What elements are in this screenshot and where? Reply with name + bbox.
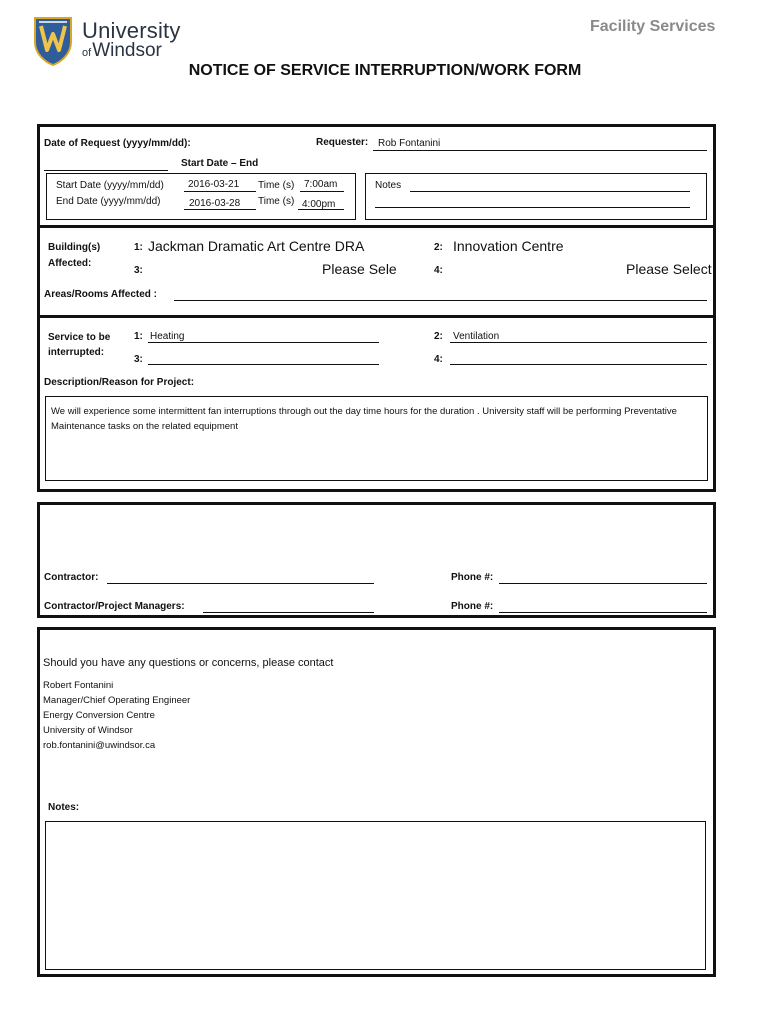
start-date-label: Start Date (yyyy/mm/dd) [56, 180, 164, 191]
end-time-field[interactable]: 4:00pm [302, 199, 336, 210]
logo-text-windsor-word: Windsor [92, 40, 162, 61]
building-1-number: 1: [134, 242, 143, 253]
service-4-number: 4: [434, 354, 443, 365]
contractor-field[interactable] [107, 583, 374, 584]
start-time-underline [300, 191, 344, 192]
contact-organization: University of Windsor [43, 725, 133, 736]
logo-text-university: University [82, 18, 181, 43]
service-3-number: 3: [134, 354, 143, 365]
building-4-select[interactable]: Please Select [626, 261, 712, 277]
start-date-underline [184, 191, 256, 192]
university-shield-logo [33, 16, 73, 66]
areas-rooms-field[interactable] [174, 300, 707, 301]
date-of-request-field[interactable] [44, 170, 168, 171]
start-end-label: Start Date – End [181, 158, 259, 169]
service-1-field[interactable]: Heating [150, 331, 185, 342]
buildings-label: Building(s) [48, 242, 101, 253]
notes-section-label: Notes: [48, 802, 80, 813]
contractor-phone-label: Phone #: [451, 572, 494, 583]
buildings-label-2: Affected: [48, 258, 92, 269]
building-1-select[interactable]: Jackman Dramatic Art Centre DRA [148, 238, 365, 254]
end-date-field[interactable]: 2016-03-28 [189, 198, 241, 209]
requester-label: Requester: [316, 137, 369, 148]
contact-role: Manager/Chief Operating Engineer [43, 695, 191, 706]
service-label-2: interrupted: [48, 347, 105, 358]
contact-email[interactable]: rob.fontanini@uwindsor.ca [43, 740, 156, 751]
start-time-field[interactable]: 7:00am [304, 179, 338, 190]
section-divider [37, 315, 716, 318]
service-3-field[interactable] [148, 364, 379, 365]
manager-phone-label: Phone #: [451, 601, 494, 612]
end-time-underline [298, 209, 344, 210]
notes-box [365, 173, 707, 220]
project-managers-field[interactable] [203, 612, 374, 613]
areas-rooms-label: Areas/Rooms Affected : [44, 289, 157, 300]
building-3-number: 3: [134, 265, 143, 276]
logo-text-of: of [82, 47, 92, 59]
contractor-label: Contractor: [44, 572, 99, 583]
notes-line-2[interactable] [375, 207, 690, 208]
requester-underline [373, 150, 707, 151]
logo-text-windsor [82, 40, 162, 62]
contact-name: Robert Fontanini [43, 680, 114, 691]
notes-line-1[interactable] [410, 191, 690, 192]
end-date-label: End Date (yyyy/mm/dd) [56, 196, 161, 207]
service-4-field[interactable] [450, 364, 707, 365]
form-title: NOTICE OF SERVICE INTERRUPTION/WORK FORM [188, 62, 582, 79]
service-1-underline [148, 342, 379, 343]
service-1-number: 1: [134, 331, 143, 342]
department-name: Facility Services [590, 18, 716, 35]
notes-label: Notes [375, 180, 402, 191]
manager-phone-field[interactable] [499, 612, 707, 613]
contact-department: Energy Conversion Centre [43, 710, 155, 721]
start-time-label: Time (s) [258, 180, 295, 191]
building-3-select[interactable]: Please Sele [322, 261, 397, 277]
end-time-label: Time (s) [258, 196, 295, 207]
notes-textarea[interactable] [45, 821, 706, 970]
service-2-underline [450, 342, 707, 343]
service-2-field[interactable]: Ventilation [453, 331, 500, 342]
start-date-field[interactable]: 2016-03-21 [188, 179, 240, 190]
building-2-select[interactable]: Innovation Centre [453, 238, 564, 254]
section-divider [37, 225, 716, 228]
contractor-phone-field[interactable] [499, 583, 707, 584]
description-text: We will experience some intermittent fan interruptions through out the day time hours for the duration . University staff will be performing Preventative Maintenance tasks on the related equipment [51, 406, 677, 432]
description-label: Description/Reason for Project: [44, 377, 195, 388]
requester-field[interactable]: Rob Fontanini [378, 138, 441, 149]
building-2-number: 2: [434, 242, 443, 253]
project-managers-label: Contractor/Project Managers: [44, 601, 185, 612]
service-2-number: 2: [434, 331, 443, 342]
building-4-number: 4: [434, 265, 443, 276]
service-label: Service to be [48, 332, 111, 343]
contact-intro: Should you have any questions or concerns, please contact [43, 657, 334, 669]
date-of-request-label: Date of Request (yyyy/mm/dd): [44, 138, 191, 149]
end-date-underline [184, 209, 256, 210]
